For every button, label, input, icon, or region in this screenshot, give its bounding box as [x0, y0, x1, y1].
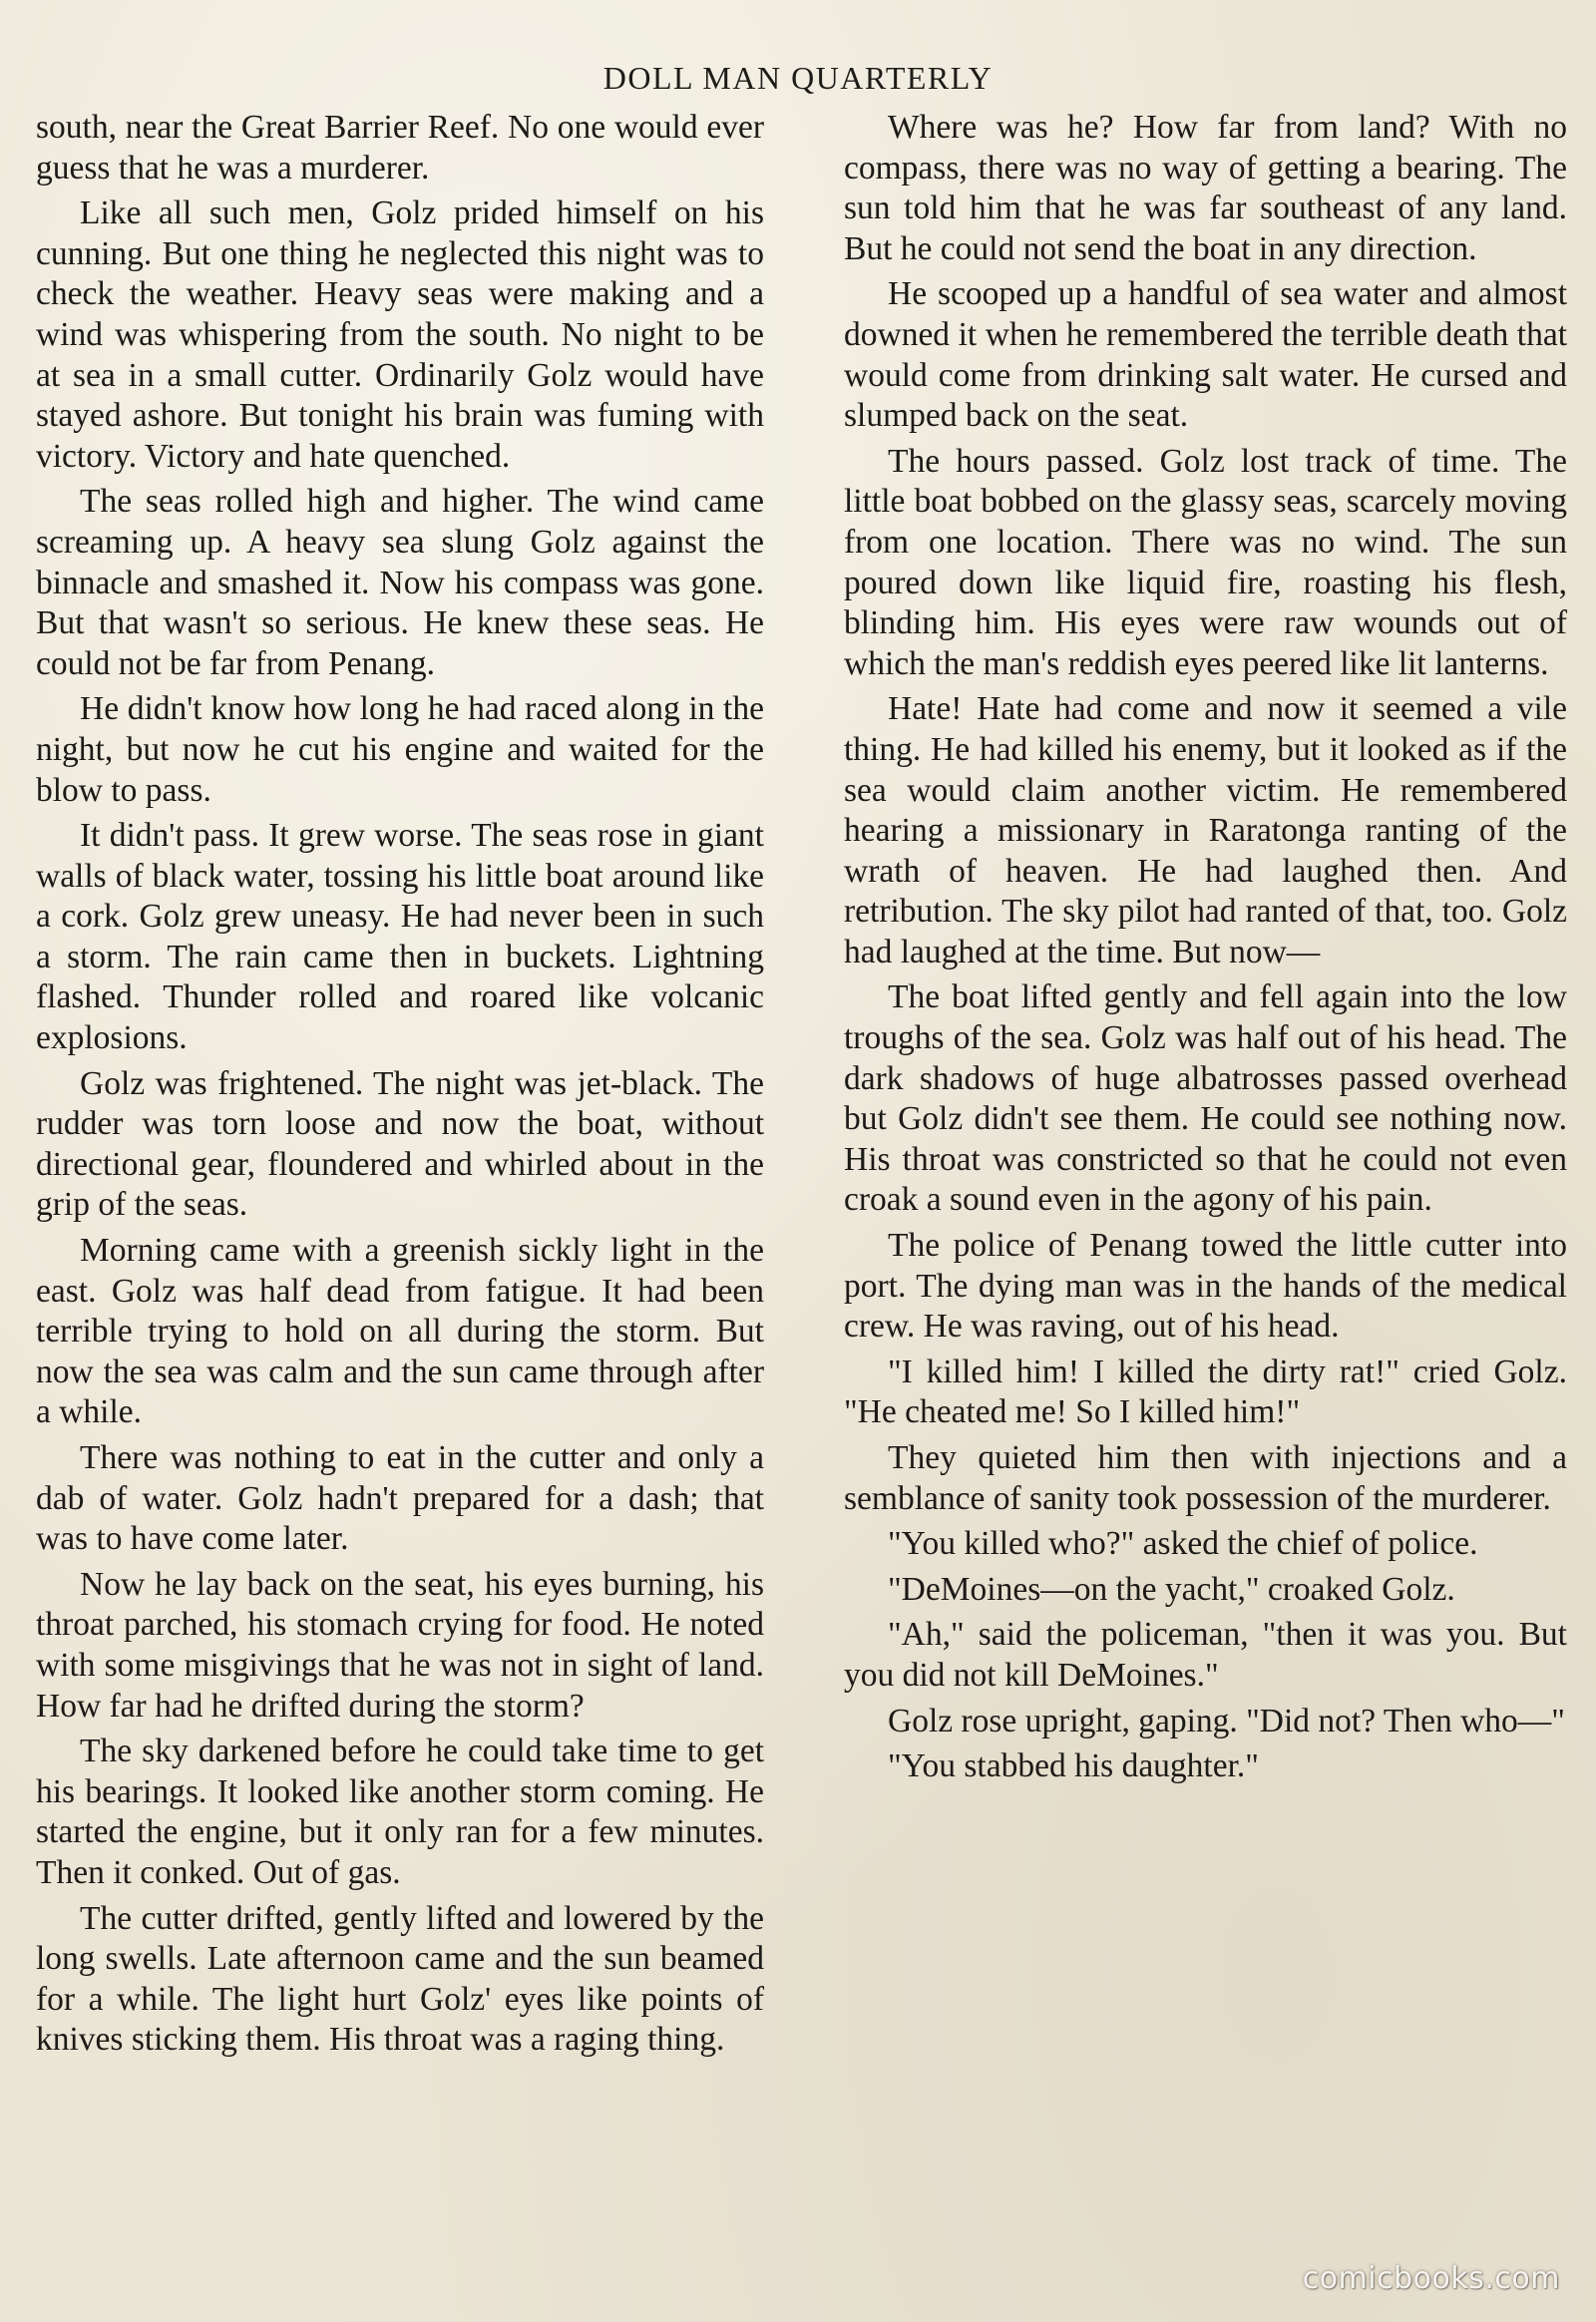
paragraph: "Ah," said the policeman, "then it was you. But you did not kill DeMoines." [844, 1616, 1567, 1694]
paragraph: The cutter drifted, gently lifted and lowered by the long swells. Late afternoon came and the sun beamed for a while. The light hurt Golz' eyes like points of knives sticking them. His throat was a raging thing. [36, 1899, 764, 2059]
paragraph: They quieted him then with injections and a semblance of sanity took possession of the murderer. [844, 1439, 1567, 1517]
paragraph: The seas rolled high and higher. The wind came screaming up. A heavy sea slung Golz against the binnacle and smashed it. Now his compass was gone. But that wasn't so serious. He knew these seas. He could not be far from Penang. [36, 483, 764, 682]
paragraph: Hate! Hate had come and now it seemed a vile thing. He had killed his enemy, but it looked as if the sea would claim another victim. He remembered hearing a missionary in Raratonga ranting of the wrath of heaven. He had laughed then. And retribution. The sky pilot had ranted of that, too. Golz had laughed at the time. But now— [844, 690, 1567, 970]
page-header: DOLL MAN QUARTERLY [602, 60, 994, 96]
paragraph: Golz was frightened. The night was jet-black. The rudder was torn loose and now the boat, without directional gear, floundered and whirled about in the grip of the seas. [36, 1064, 764, 1224]
paragraph: "You killed who?" asked the chief of police. [888, 1525, 1478, 1563]
right-column [844, 108, 1567, 1792]
left-column [36, 108, 764, 2066]
paragraph: "I killed him! I killed the dirty rat!" cried Golz. "He cheated me! So I killed him!" [844, 1353, 1567, 1431]
paragraph: The sky darkened before he could take time to get his bearings. It looked like another storm coming. He started the engine, but it only ran for a few minutes. Then it conked. Out of gas. [36, 1733, 764, 1891]
paragraph: It didn't pass. It grew worse. The seas rose in giant walls of black water, tossing his little boat around like a cork. Golz grew uneasy. He had never been in such a storm. The rain came then in buckets. Lightning flashed. Thunder rolled and roared like volcanic explosions. [36, 817, 764, 1057]
paragraph: Like all such men, Golz prided himself on his cunning. But one thing he neglected this night was to check the weather. Heavy seas were making and a wind was whispering from the south. No night to be at sea in a small cutter. Ordinarily Golz would have stayed ashore. But tonight his brain was fuming with victory. Victory and hate quenched. [36, 194, 764, 475]
paragraph: The boat lifted gently and fell again into the low troughs of the sea. Golz was half out of his head. The dark shadows of huge albatrosses passed overhead but Golz didn't see them. He could see nothing now. His throat was constricted so that he could not even croak a sound even in the agony of his pain. [844, 978, 1567, 1219]
paragraph: There was nothing to eat in the cutter and only a dab of water. Golz hadn't prepared for a dash; that was to have come later. [36, 1439, 764, 1558]
paragraph: The police of Penang towed the little cutter into port. The dying man was in the hands of the medical crew. He was raving, out of his head. [844, 1227, 1567, 1346]
paragraph: Where was he? How far from land? With no compass, there was no way of getting a bearing. The sun told him that he was far southeast of any land. But he could not send the boat in any direction. [844, 109, 1567, 267]
paragraph: He didn't know how long he had raced along in the night, but now he cut his engine and waited for the blow to pass. [36, 690, 764, 809]
site-watermark: comicbooks.com [1302, 2261, 1560, 2296]
paragraph: Golz rose upright, gaping. "Did not? Then who—" [888, 1702, 1565, 1740]
paragraph: Morning came with a greenish sickly light in the east. Golz was half dead from fatigue. It had been terrible trying to hold on all during the storm. But now the sea was calm and the sun came through after a while. [36, 1232, 764, 1431]
paragraph: Now he lay back on the seat, his eyes burning, his throat parched, his stomach crying for food. He noted with some misgivings that he was not in sight of land. How far had he drifted during the storm? [36, 1565, 764, 1725]
paragraph: south, near the Great Barrier Reef. No one would ever guess that he was a murderer. [36, 109, 764, 187]
paragraph: "You stabbed his daughter." [888, 1747, 1259, 1785]
paragraph: "DeMoines—on the yacht," croaked Golz. [888, 1570, 1455, 1608]
paragraph: He scooped up a handful of sea water and almost downed it when he remembered the terrible death that would come from drinking salt water. He cursed and slumped back on the seat. [844, 275, 1567, 435]
paragraph: The hours passed. Golz lost track of time. The little boat bobbed on the glassy seas, scarcely moving from one location. There was no wind. The sun poured down like liquid fire, roasting his flesh, blinding him. His eyes were raw wounds out of which the man's reddish eyes peered like lit lanterns. [844, 442, 1567, 682]
